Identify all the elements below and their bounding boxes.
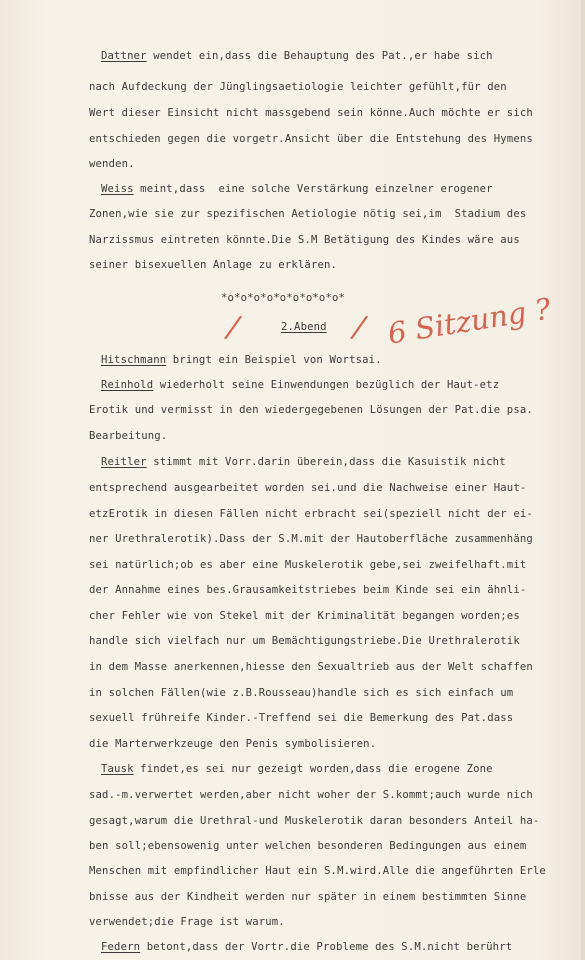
- text-line: ben soll;ebensowenig unter welchen besonderen Bedingungen aus einem: [89, 840, 527, 852]
- text-line: gesagt,warum die Urethral-und Muskelerotik daran besonders Anteil ha-: [89, 815, 540, 827]
- text-line: [101, 378, 499, 392]
- text-line: Bearbeitung.: [89, 430, 168, 442]
- text-line: [101, 455, 506, 469]
- text-line: sei natürlich;ob es aber eine Muskelerotik gebe,sei zweifelhaft.mit: [89, 559, 527, 571]
- text-line: [101, 353, 382, 367]
- line-text: stimmt mit Vorr.darin überein,dass die Kasuistik nicht: [146, 456, 506, 468]
- text-line: Zonen,wie sie zur spezifischen Aetiologie nötig sei,im Stadium des: [89, 208, 527, 220]
- text-line: [101, 49, 493, 63]
- red-handwritten-note: 6 Sitzung ?: [385, 291, 554, 351]
- red-slash-right: /: [351, 309, 367, 346]
- text-line: ner Urethralerotik).Dass der S.M.mit der Hautoberfläche zusammenhäng: [89, 533, 533, 545]
- line-text: wendet ein,dass die Behauptung des Pat.,er habe sich: [146, 50, 493, 62]
- red-slash-left: /: [225, 309, 241, 346]
- text-line: wenden.: [89, 158, 135, 170]
- text-line: entschieden gegen die vorgetr.Ansicht über die Entstehung des Hymens: [89, 133, 533, 145]
- section-heading: 2.Abend: [281, 321, 327, 333]
- line-text: meint,dass eine solche Verstärkung einzelner erogener: [133, 183, 493, 195]
- text-line: die Marterwerkzeuge den Penis symbolisieren.: [89, 738, 377, 750]
- speaker-name: Reitler: [101, 456, 147, 468]
- separator-line: *o*o*o*o*o*o*o*o*o*: [221, 292, 346, 304]
- text-line: verwendet;die Frage ist warum.: [89, 916, 285, 928]
- speaker-name: Dattner: [101, 50, 147, 62]
- text-line: Wert dieser Einsicht nicht massgebend sein könne.Auch möchte er sich: [89, 107, 533, 119]
- text-line: nach Aufdeckung der Jünglingsaetiologie leichter gefühlt,für den: [89, 81, 507, 93]
- text-line: seiner bisexuellen Anlage zu erklären.: [89, 259, 338, 271]
- text-line: entsprechend ausgearbeitet worden sei.und die Nachweise einer Haut-: [89, 482, 527, 494]
- text-line: sexuell frühreife Kinder.-Treffend sei die Bemerkung des Pat.dass: [89, 712, 514, 724]
- text-line: bnisse aus der Kindheit werden nur später in einem bestimmten Sinne: [89, 891, 527, 903]
- text-line: Erotik und vermisst in den wiedergegebenen Lösungen der Pat.die psa.: [89, 404, 533, 416]
- text-line: in solchen Fällen(wie z.B.Rousseau)handle sich es sich einfach um: [89, 687, 514, 699]
- text-line: der Annahme eines bes.Grausamkeitstriebes beim Kinde sei ein ähnli-: [89, 584, 527, 596]
- text-line: [101, 940, 512, 954]
- text-line: sad.-m.verwertet werden,aber nicht woher der S.kommt;auch wurde nich: [89, 789, 533, 801]
- speaker-name: Federn: [101, 941, 141, 953]
- text-line: etzErotik in diesen Fällen nicht erbracht sei(speziell nicht der ei-: [89, 508, 533, 520]
- speaker-name: Reinhold: [101, 379, 154, 391]
- text-line: Menschen mit empfindlicher Haut ein S.M.wird.Alle die angeführten Erle: [89, 865, 546, 877]
- text-line: in dem Masse anerkennen,hiesse den Sexualtrieb aus der Welt schaffen: [89, 661, 533, 673]
- line-text: bringt ein Beispiel von Wortsai.: [166, 354, 382, 366]
- page-edge: [581, 0, 585, 960]
- speaker-name: Weiss: [101, 183, 134, 195]
- text-line: [101, 762, 493, 776]
- speaker-name: Tausk: [101, 763, 134, 775]
- line-text: wiederholt seine Einwendungen bezüglich der Haut-etz: [153, 379, 500, 391]
- text-line: handle sich vielfach nur um Bemächtigungstriebe.Die Urethralerotik: [89, 635, 520, 647]
- text-line: [101, 182, 493, 196]
- speaker-name: Hitschmann: [101, 354, 167, 366]
- line-text: betont,dass der Vortr.die Probleme des S.M.nicht berührt: [140, 941, 513, 953]
- text-line: Narzissmus eintreten könnte.Die S.M Betätigung des Kindes wäre aus: [89, 234, 520, 246]
- text-line: cher Fehler wie von Stekel mit der Kriminalität begangen worden;es: [89, 610, 520, 622]
- line-text: findet,es sei nur gezeigt worden,dass die erogene Zone: [133, 763, 493, 775]
